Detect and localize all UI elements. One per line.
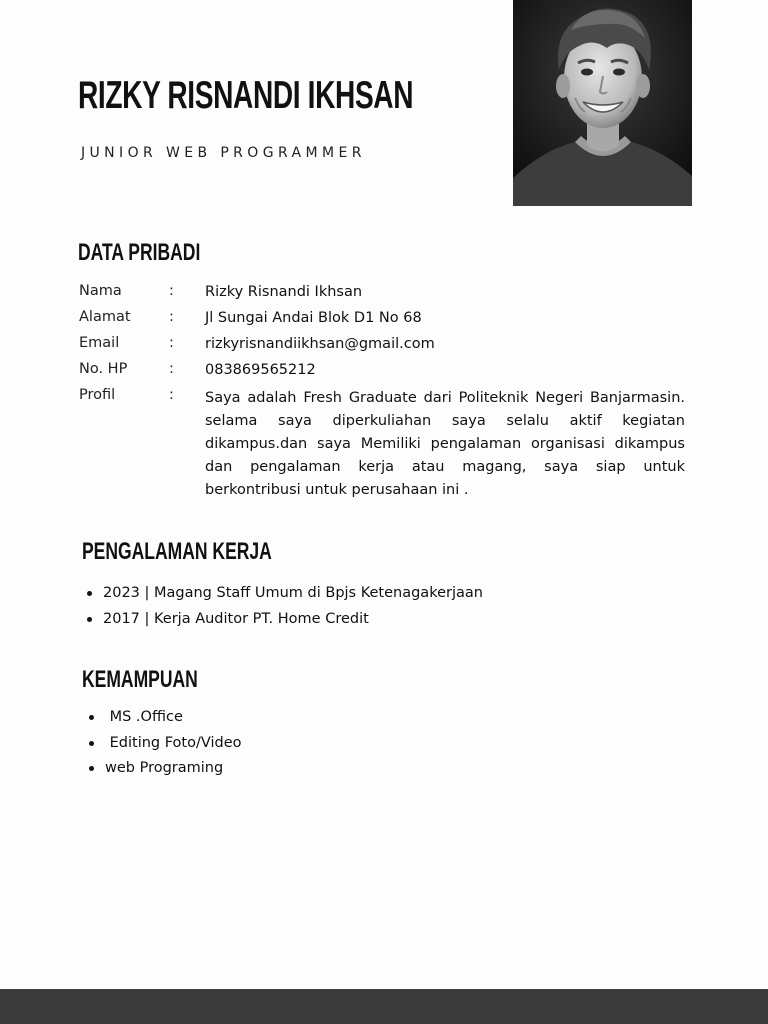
list-item-text: 2017 | Kerja Auditor PT. Home Credit [103, 610, 369, 627]
list-item [103, 583, 483, 609]
list-item [103, 609, 483, 635]
list-item-text: Editing Foto/Video [105, 734, 242, 751]
bullet-icon [89, 715, 94, 720]
info-value-nama: Rizky Risnandi Ikhsan [205, 284, 363, 300]
candidate-name: RIZKY RISNANDI IKHSAN [78, 74, 414, 117]
work-experience-list [103, 583, 483, 634]
bullet-icon [89, 741, 94, 746]
info-label: Nama [79, 283, 122, 299]
list-item [105, 733, 241, 759]
bullet-icon [87, 591, 92, 596]
section-title-kemampuan: KEMAMPUAN [82, 666, 198, 693]
info-label: Email [79, 335, 120, 351]
info-label: No. HP [79, 361, 128, 377]
info-value-no-hp: 083869565212 [205, 362, 316, 378]
info-colon: : [169, 309, 174, 325]
bullet-icon [87, 617, 92, 622]
section-title-data-pribadi: DATA PRIBADI [78, 239, 201, 266]
info-value-alamat: Jl Sungai Andai Blok D1 No 68 [205, 310, 422, 326]
info-row-nama [0, 281, 768, 305]
info-row-no-hp [0, 359, 768, 383]
list-item-text: MS .Office [105, 709, 183, 725]
job-title: JUNIOR WEB PROGRAMMER [81, 145, 366, 161]
list-item-text: 2023 | Magang Staff Umum di Bpjs Ketenagakerjaan [103, 585, 483, 601]
profile-description: Saya adalah Fresh Graduate dari Politeknik Negeri Banjarmasin. selama saya diperkuliahan saya selalu aktif kegiatan dikampus.dan saya Memiliki pengalaman organisasi dikampus dan pengalaman kerja atau magang, saya siap untuk berkontribusi untuk perusahaan ini . [205, 390, 685, 498]
info-colon: : [169, 361, 174, 377]
info-row-alamat [0, 307, 768, 331]
info-label: Alamat [79, 309, 131, 325]
person-portrait-photo [513, 0, 692, 206]
info-label: Profil [79, 387, 116, 403]
list-item [105, 707, 241, 733]
info-row-email [0, 333, 768, 357]
skills-list [105, 707, 241, 784]
info-colon: : [169, 335, 174, 351]
profile-photo [513, 0, 692, 206]
info-colon: : [169, 283, 174, 299]
list-item-text: web Programing [105, 760, 224, 776]
info-value-email: rizkyrisnandiikhsan@gmail.com [205, 336, 435, 352]
info-colon: : [169, 387, 174, 403]
section-title-pengalaman-kerja: PENGALAMAN KERJA [82, 538, 272, 565]
list-item [105, 758, 241, 784]
footer-bar [0, 989, 768, 1024]
bullet-icon [89, 766, 94, 771]
